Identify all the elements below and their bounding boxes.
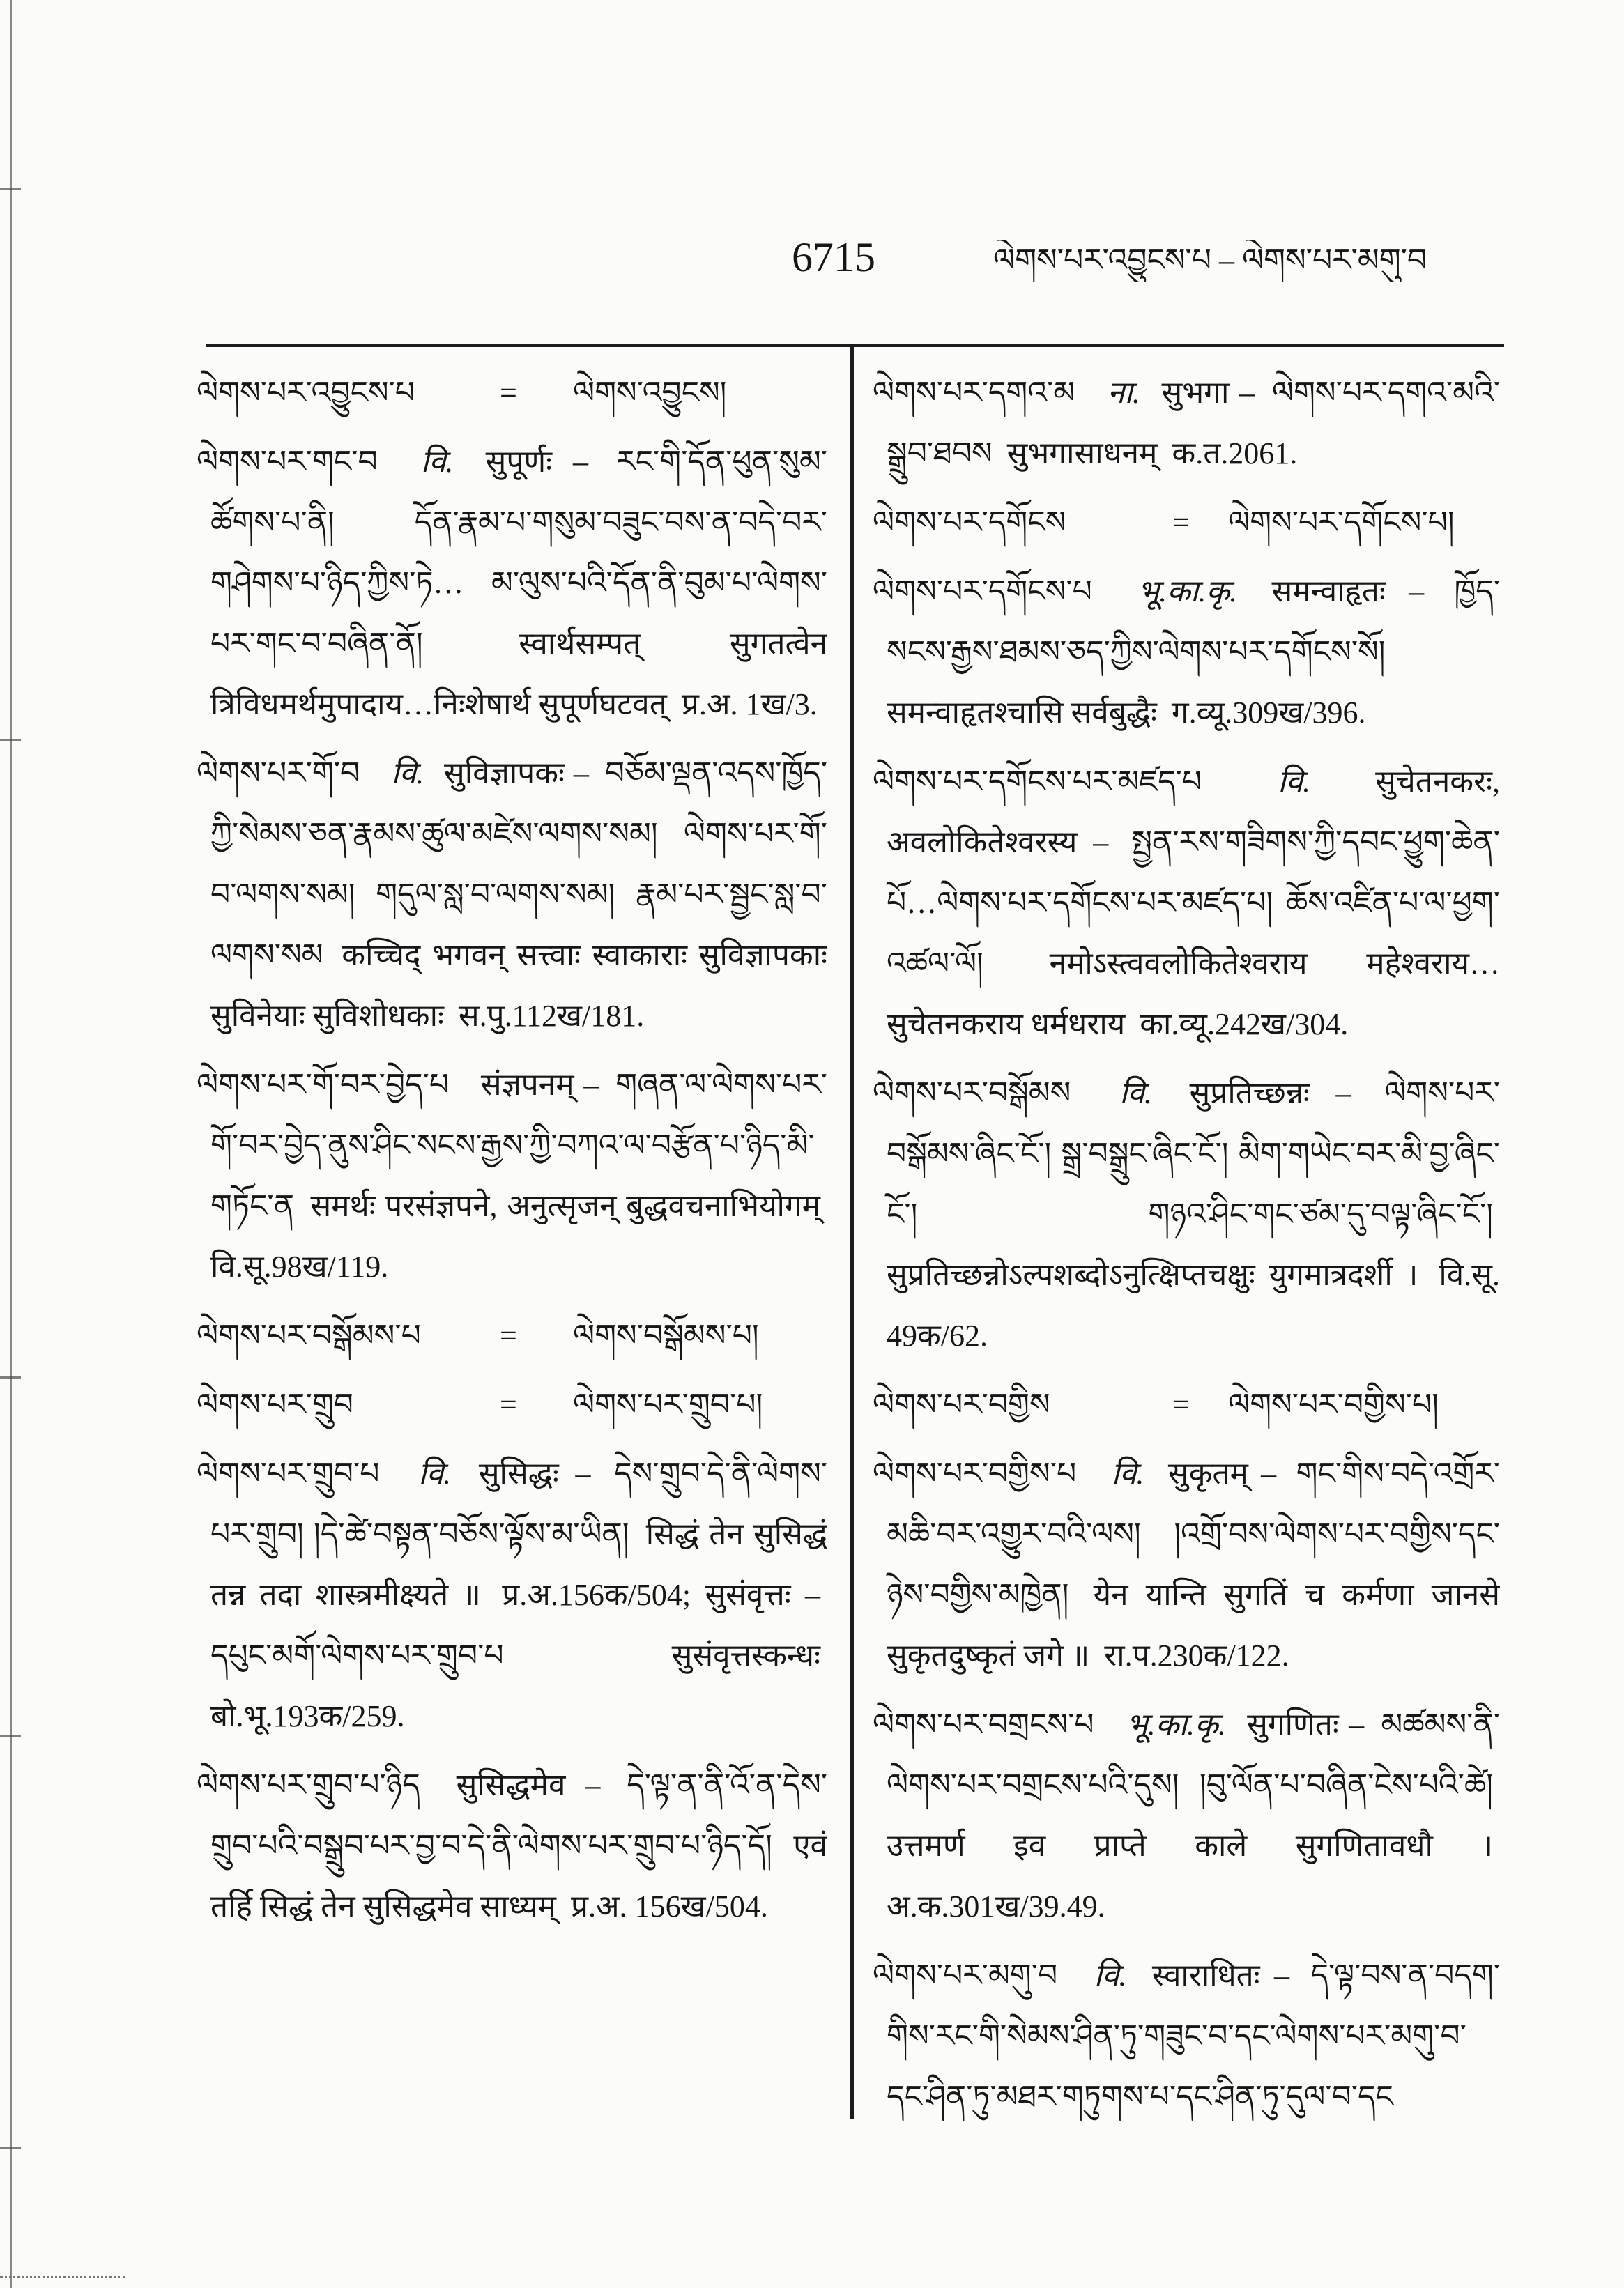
part-of-speech: भू.का.कृ. — [1126, 1707, 1226, 1742]
headword: ལེགས་པར་དགའ་མ — [873, 376, 1075, 410]
cross-reference-entry — [197, 1305, 827, 1366]
headword: ལེགས་པར་བསྒོམས་པ — [197, 1319, 421, 1353]
headword: ལེགས་པར་བགྱིས་པ — [873, 1457, 1077, 1491]
equals-sign: = — [500, 1319, 517, 1353]
sanskrit-equivalent: सुगणितः – — [1247, 1707, 1365, 1742]
margin-tick — [0, 188, 21, 190]
dictionary-entry — [873, 1443, 1500, 1686]
citation: रा.प.230क/122. — [1104, 1638, 1289, 1673]
page-number: 6715 — [792, 234, 875, 280]
headword: ལེགས་པར་གྲུབ — [197, 1388, 354, 1422]
headword: ལེགས་པར་བགྱིས — [873, 1388, 1050, 1422]
headword: ལེགས་པར་གྲུབ་པ — [197, 1457, 380, 1491]
tibetan-quote: གཞན་ལ་ལེགས་པར་གོ་བར་བྱེད་ནུས་ཤིང་སངས་རྒྱས་ཀྱི་བཀའ་ལ་བརྩོན་པ་ཉིད་མི་གཏོང་ན — [210, 1068, 827, 1223]
dictionary-entry — [873, 1694, 1500, 1937]
dictionary-entry — [197, 1755, 827, 1937]
part-of-speech: भू.का.कृ. — [1137, 574, 1238, 608]
tibetan-quote: སྤྱན་རས་གཟིགས་ཀྱི་དབང་ཕྱུག་ཆེན་པོ…ལེགས་པར་དགོངས་པར་མཛད་པ། ཆོས་འཛིན་པ་ལ་ཕྱག་འཚལ་ལོ། — [887, 825, 1500, 981]
equals-sign: = — [500, 376, 517, 410]
sanskrit-equivalent: सुसिद्धमेव – — [456, 1768, 601, 1802]
dictionary-entry — [873, 362, 1500, 484]
headword: ལེགས་པར་བསྒོམས — [873, 1076, 1071, 1110]
sanskrit-equivalent: संज्ञपनम् – — [480, 1068, 599, 1102]
dictionary-entry — [873, 561, 1500, 743]
sanskrit-quote: स्वार्थसम्पत् सुगतत्वेन त्रिविधमर्थमुपादाय…निःशेषार्थ सुपूर्णघटवत् — [210, 627, 827, 721]
cross-reference-target: ལེགས་པར་དགོངས་པ། — [1228, 505, 1455, 539]
margin-tick — [0, 1735, 21, 1737]
citation: प्र.अ. 1ख/3. — [681, 687, 818, 721]
part-of-speech: वि. — [391, 756, 424, 790]
headword: ལེགས་པར་གོ་བར་བྱེད་པ — [197, 1068, 450, 1102]
headword: ལེགས་པར་དགོངས — [873, 505, 1066, 539]
sanskrit-equivalent: सुकृतम् – — [1167, 1457, 1277, 1491]
tibetan-quote: དེས་གྲུབ་དེ་ནི་ལེགས་པར་གྲུབ། །དེ་ཚེ་བསྟན་བཅོས་ལྟོས་མ་ཡིན། — [210, 1457, 827, 1551]
cross-reference-target: ལེགས་འབྱུངས། — [573, 376, 727, 410]
tibetan-quote: ལེགས་པར་དགའ་མའི་སྒྲུབ་ཐབས — [887, 376, 1500, 470]
citation: स.पु.112ख/181. — [458, 999, 645, 1033]
tibetan-quote: ཁྱོད་སངས་རྒྱས་ཐམས་ཅད་ཀྱིས་ལེགས་པར་དགོངས་སོ། — [887, 574, 1500, 669]
citation: वि.सू.98ख/119. — [210, 1250, 389, 1284]
citation: प्र.अ. 156ख/504. — [570, 1889, 768, 1924]
cross-reference-target: ལེགས་པར་གྲུབ་པ། — [573, 1388, 763, 1422]
equals-sign: = — [500, 1388, 517, 1422]
sanskrit-quote: एवं तर्हि सिद्धं तेन सुसिद्धमेव साध्यम् — [210, 1829, 827, 1924]
sanskrit-equivalent: सुविज्ञापकः – — [444, 756, 589, 790]
cross-reference-entry — [197, 362, 827, 423]
sanskrit-equivalent: समन्वाहृतः – — [1271, 574, 1425, 608]
left-column — [197, 362, 827, 2174]
sanskrit-quote: समन्वाहृतश्चासि सर्वबुद्धैः — [887, 696, 1157, 730]
header-rule — [206, 344, 1504, 347]
sanskrit-equivalent: सुचेतनकरः, अवलोकितेश्वरस्य – — [887, 765, 1500, 859]
cross-reference-target: ལེགས་བསྒོམས་པ། — [573, 1319, 759, 1353]
sanskrit-quote-sense-2: सुसंवृत्तस्कन्धः — [671, 1638, 820, 1673]
sanskrit-equivalent: सुप्रतिच्छन्नः – — [1189, 1076, 1351, 1110]
sanskrit-quote: येन यान्ति सुगतिं च कर्मणा जानसे सुकृतदुष्कृतं जगे ॥ — [887, 1578, 1500, 1673]
citation-sense-2: बो.भू.193क/259. — [210, 1699, 405, 1733]
cross-reference-target: ལེགས་པར་བགྱིས་པ། — [1228, 1388, 1439, 1422]
dictionary-entry — [197, 1054, 827, 1297]
sanskrit-equivalent-sense-2: सुसंवृत्तः – — [705, 1578, 820, 1612]
tibetan-quote-sense-2: དཔུང་མགོ་ལེགས་པར་གྲུབ་པ — [210, 1638, 504, 1673]
sanskrit-quote: उत्तमर्ण इव प्राप्ते काले सुगणितावधौ । — [887, 1829, 1493, 1863]
tibetan-quote: ལེགས་པར་བསྒོམས་ཞིང་ངོ་། སྒྲ་བསྒྲུང་ཞིང་ངོ་། མིག་གཡེང་བར་མི་བྱ་ཞིང་ངོ་། གཉའ་ཤིང་གང་ཙམ་དུ་བལྟ་ཞིང་ངོ་། — [887, 1076, 1500, 1231]
sanskrit-quote: सुभगासाधनम् — [1006, 436, 1158, 470]
equals-sign: = — [1172, 1388, 1190, 1422]
headword: ལེགས་པར་དགོངས་པ — [873, 574, 1092, 608]
citation: ग.व्यू.309ख/396. — [1171, 696, 1366, 730]
tibetan-quote: རང་གི་དོན་ཕུན་སུམ་ཚོགས་པ་ནི། དོན་རྣམ་པ་གསུམ་བཟུང་བས་ན་བདེ་བར་གཤེགས་པ་ཉིད་ཀྱིས་ཏེ… མ་ལུས་པའི་དོན་ནི་བུམ་པ་ལེགས་པར་གང་བ་བཞིན་ནོ། — [210, 445, 827, 661]
sanskrit-equivalent: सुभगा – — [1161, 376, 1255, 410]
tibetan-quote: གང་གིས་བདེ་འགྲོར་མཆི་བར་འགྱུར་བའི་ལས། །འགྲོ་བས་ལེགས་པར་བགྱིས་དང་ཉེས་བགྱིས་མཁྱེན། — [887, 1457, 1500, 1612]
column-divider — [850, 346, 854, 2119]
part-of-speech: वि. — [418, 1457, 452, 1491]
cross-reference-entry — [197, 1374, 827, 1435]
citation: वि.सू. 49क/62. — [887, 1258, 1500, 1353]
sanskrit-quote: कच्चिद् भगवन् सत्त्वाः स्वाकाराः सुविज्ञापकाः सुविनेयाः सुविशोधकाः — [210, 938, 827, 1033]
headword: ལེགས་པར་གྲུབ་པ་ཉིད — [197, 1768, 420, 1802]
sanskrit-quote: सिद्धं तेन सुसिद्धं तन्न तदा शास्त्रमीक्ष्यते ॥ — [210, 1517, 827, 1612]
headword: ལེགས་པར་འབྱུངས་པ — [197, 376, 415, 410]
sanskrit-quote: सुप्रतिच्छन्नोऽल्पशब्दोऽनुत्क्षिप्तचक्षुः युगमात्रदर्शी । — [887, 1258, 1418, 1292]
citation: अ.क.301ख/39.49. — [887, 1889, 1105, 1924]
part-of-speech: ना. — [1107, 376, 1140, 410]
dictionary-entry — [197, 1443, 827, 1746]
sanskrit-quote: समर्थः परसंज्ञपने, अनुत्सृजन् बुद्धवचनाभियोगम् — [310, 1189, 820, 1223]
part-of-speech: वि. — [1119, 1076, 1152, 1110]
dictionary-entry — [873, 1063, 1500, 1366]
dictionary-entry — [873, 751, 1500, 1054]
sanskrit-quote: नमोऽस्त्ववलोकितेश्वराय महेश्वराय…सुचेतनकराय धर्मधराय — [887, 946, 1500, 1041]
tibetan-quote: དེ་ལྟ་བས་ན་བདག་གིས་རང་གི་སེམས་ཤིན་ཏུ་གཟུང་བ་དང་ལེགས་པར་མགུ་བ་དང་ཤིན་ཏུ་མཐར་གཏུགས་པ་དང་ཤིན་ཏུ་དུལ་བ་དང — [887, 1958, 1500, 2114]
citation: का.व्यू.242ख/304. — [1140, 1007, 1349, 1041]
headword: ལེགས་པར་གང་བ — [197, 445, 378, 479]
tibetan-quote: དེ་ལྟ་ན་ནི་འོ་ན་དེས་གྲུབ་པའི་བསྒྲུབ་པར་བྱ་བ་དེ་ནི་ལེགས་པར་གྲུབ་པ་ཉིད་དོ། — [210, 1768, 827, 1863]
sanskrit-equivalent: स्वाराधितः – — [1151, 1958, 1290, 1993]
cross-reference-entry — [873, 492, 1500, 553]
margin-tick — [0, 1376, 21, 1379]
citation: प्र.अ.156क/504; — [502, 1578, 691, 1612]
dictionary-entry — [873, 1945, 1500, 2127]
running-head: ལེགས་པར་འབྱུངས་པ – ལེགས་པར་མགུ་བ — [993, 243, 1427, 277]
headword: ལེགས་པར་དགོངས་པར་མཛད་པ — [873, 765, 1202, 799]
scan-artifact — [0, 2276, 125, 2278]
tibetan-quote: མཚམས་ནི་ལེགས་པར་བགྲངས་པའི་དུས། །བུ་ལོན་པ་བཞིན་ངེས་པའི་ཚེ། — [887, 1707, 1500, 1802]
dictionary-entry — [197, 431, 827, 735]
dictionary-entry — [197, 743, 827, 1046]
binding-edge — [10, 0, 12, 2288]
sanskrit-equivalent: सुसिद्धः – — [478, 1457, 591, 1491]
part-of-speech: वि. — [1111, 1457, 1144, 1491]
sanskrit-equivalent: सुपूर्णः – — [485, 445, 589, 479]
part-of-speech: वि. — [1278, 765, 1311, 799]
margin-tick — [0, 2147, 21, 2149]
part-of-speech: वि. — [420, 445, 454, 479]
headword: ལེགས་པར་མགུ་བ — [873, 1958, 1058, 1993]
cross-reference-entry — [873, 1374, 1500, 1435]
right-column — [873, 362, 1500, 2174]
equals-sign: = — [1172, 505, 1190, 539]
margin-tick — [0, 739, 21, 741]
citation: क.त.2061. — [1172, 436, 1298, 470]
headword: ལེགས་པར་གོ་བ — [197, 756, 360, 790]
part-of-speech: वि. — [1094, 1958, 1127, 1993]
headword: ལེགས་པར་བགྲངས་པ — [873, 1707, 1094, 1742]
tibetan-quote: བཅོམ་ལྡན་འདས་ཁྱོད་ཀྱི་སེམས་ཅན་རྣམས་ཚུལ་མཛེས་ལགས་སམ། ལེགས་པར་གོ་བ་ལགས་སམ། གདུལ་སླ་བ་ལགས་སམ། རྣམ་པར་སྦྱང་སླ་བ་ལགས་སམ — [210, 756, 827, 972]
